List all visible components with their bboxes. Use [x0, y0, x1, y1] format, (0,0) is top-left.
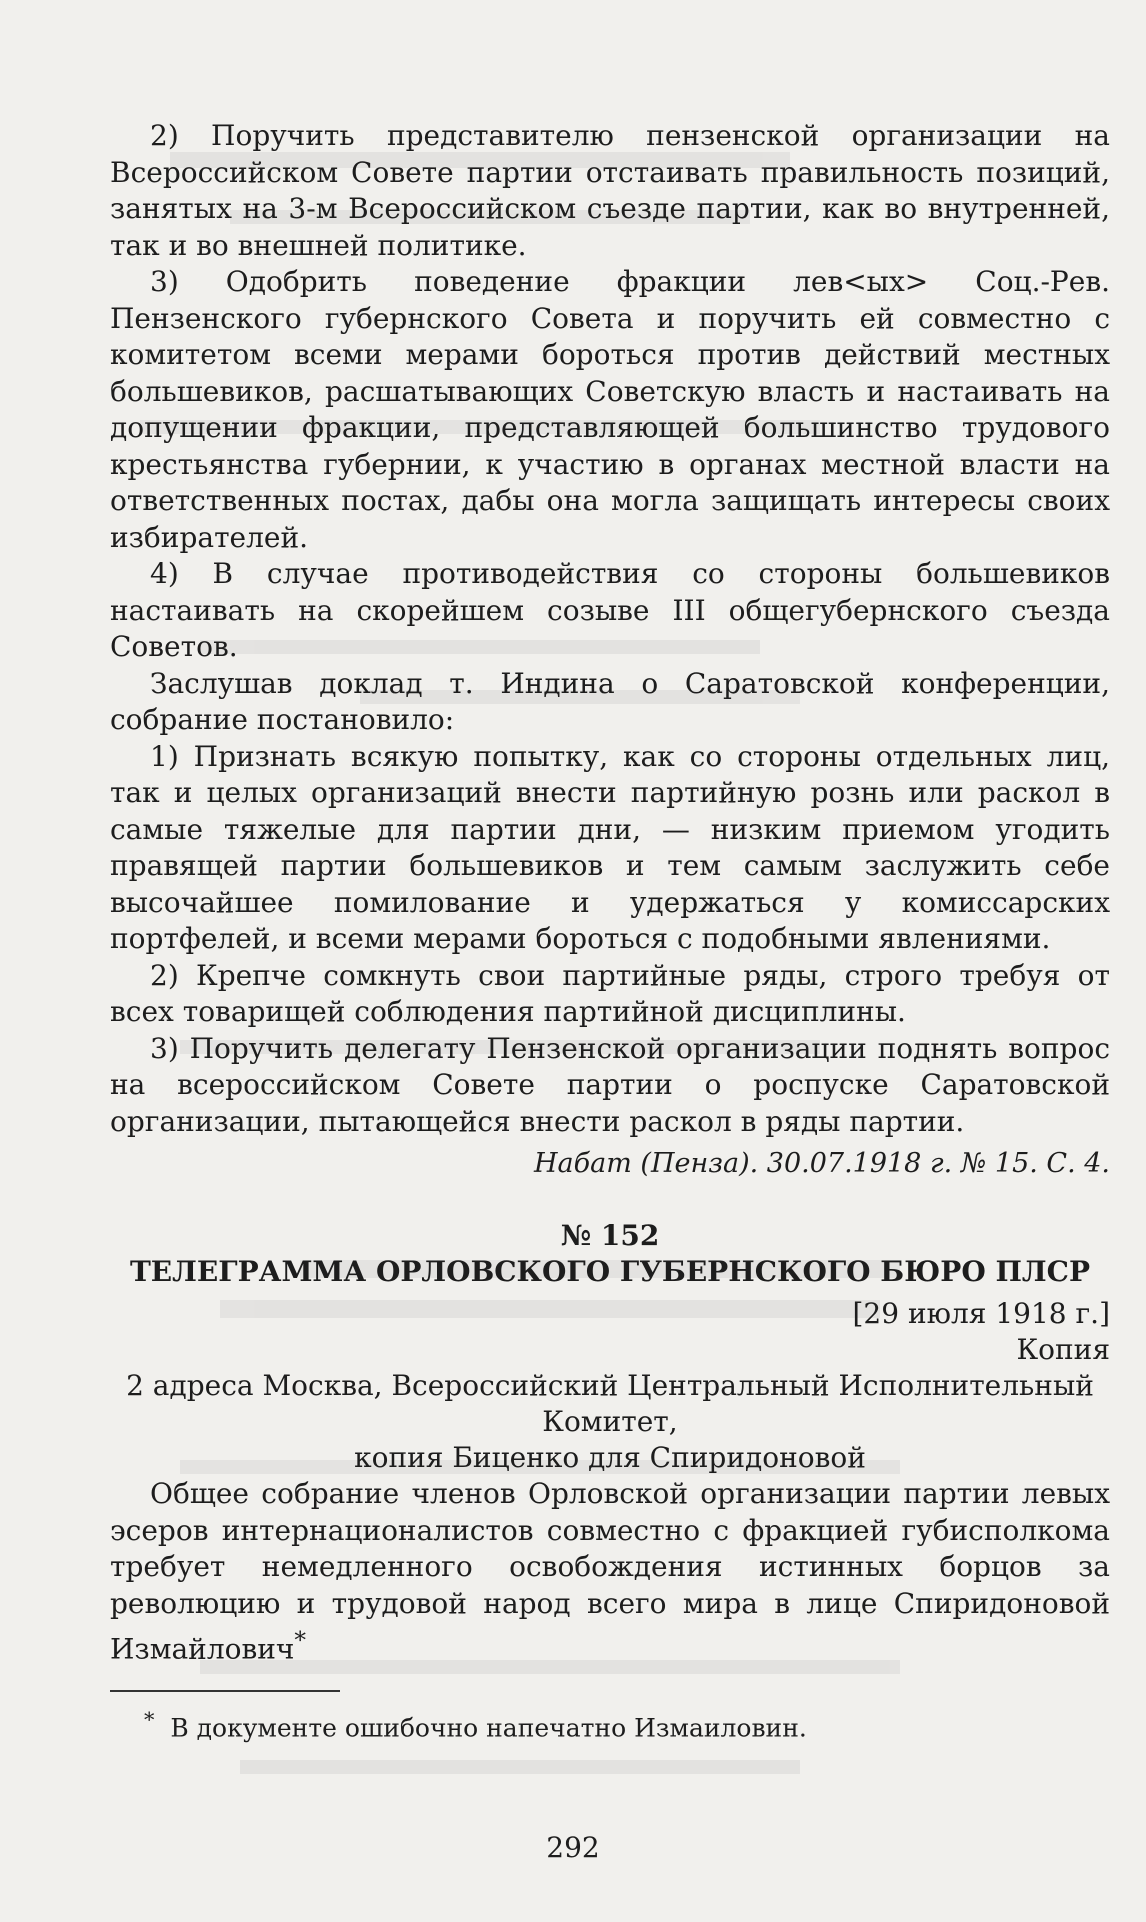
paragraph-resolution-1: 1) Признать всякую попытку, как со стороны отдельных лиц, так и целых организаций внести партийную рознь или раскол в самые тяжелые для партии дни, — низким приемом угодить правящей партии большевиков и тем самым заслужить себе высочайшее помилование и удержаться у комиссарских портфелей, и всеми мерами бороться с подобными явлениями.: [110, 739, 1110, 955]
document-date: [29 июля 1918 г.]: [852, 1297, 1110, 1330]
copy-mark: Копия: [1016, 1333, 1110, 1366]
address-line-3: копия Биценко для Спиридоновой: [354, 1441, 866, 1474]
page-content: [110, 118, 1110, 1744]
telegram-body-text: Общее собрание членов Орловской организации партии левых эсеров интернационалистов совместно с фракцией губисполкома требует немедленного освобождения истинных борцов за революцию и трудовой народ всего мира в лице Спиридоновой Измайлович: [110, 1477, 1110, 1666]
address-line-1: 2 адреса Москва, Всероссийский Центральный Исполнительный: [126, 1369, 1094, 1402]
paragraph-saratov-report: Заслушав доклад т. Индина о Саратовской конференции, собрание постановило:: [110, 666, 1110, 736]
footnote-divider: [110, 1690, 340, 1692]
document-title: ТЕЛЕГРАММА ОРЛОВСКОГО ГУБЕРНСКОГО БЮРО ПЛСР: [129, 1255, 1091, 1288]
paragraph-item-2: 2) Поручить представителю пензенской организации на Всероссийском Совете партии отстаивать правильность позиций, занятых на 3-м Всероссийском съезде партии, как во внутренней, так и во внешней политике.: [110, 119, 1110, 262]
paragraph-item-4: 4) В случае противодействия со стороны большевиков настаивать на скорейшем созыве III общегубернского съезда Советов.: [110, 557, 1110, 663]
telegram-body: [110, 1476, 1110, 1668]
page-number: 292: [546, 1831, 600, 1864]
address-line-2: Комитет,: [542, 1405, 678, 1438]
document-number: № 152: [560, 1219, 660, 1252]
paragraph-item-3: 3) Одобрить поведение фракции лев<ых> Соц.-Рев. Пензенского губернского Совета и поручить ей совместно с комитетом всеми мерами бороться против действий местных большевиков, расшатывающих Советскую власть и настаивать на допущении фракции, представляющей большинство трудового крестьянства губернии, к участию в органах местной власти на ответственных постах, дабы она могла защищать интересы своих избирателей.: [110, 265, 1110, 554]
paragraph-resolution-3: 3) Поручить делегату Пензенской организации поднять вопрос на всероссийском Совете партии о роспуске Саратовской организации, пытающейся внести раскол в ряды партии.: [110, 1031, 1110, 1138]
footnote: [110, 1704, 1110, 1744]
source-citation: Набат (Пенза). 30.07.1918 г. № 15. С. 4.: [534, 1148, 1110, 1179]
footnote-marker: *: [144, 1707, 155, 1732]
footnote-reference: *: [294, 1626, 307, 1654]
paragraph-resolution-2: 2) Крепче сомкнуть свои партийные ряды, строго требуя от всех товарищей соблюдения партийной дисциплины.: [110, 958, 1110, 1028]
footnote-text: В документе ошибочно напечатно Измаиловин.: [170, 1713, 807, 1743]
